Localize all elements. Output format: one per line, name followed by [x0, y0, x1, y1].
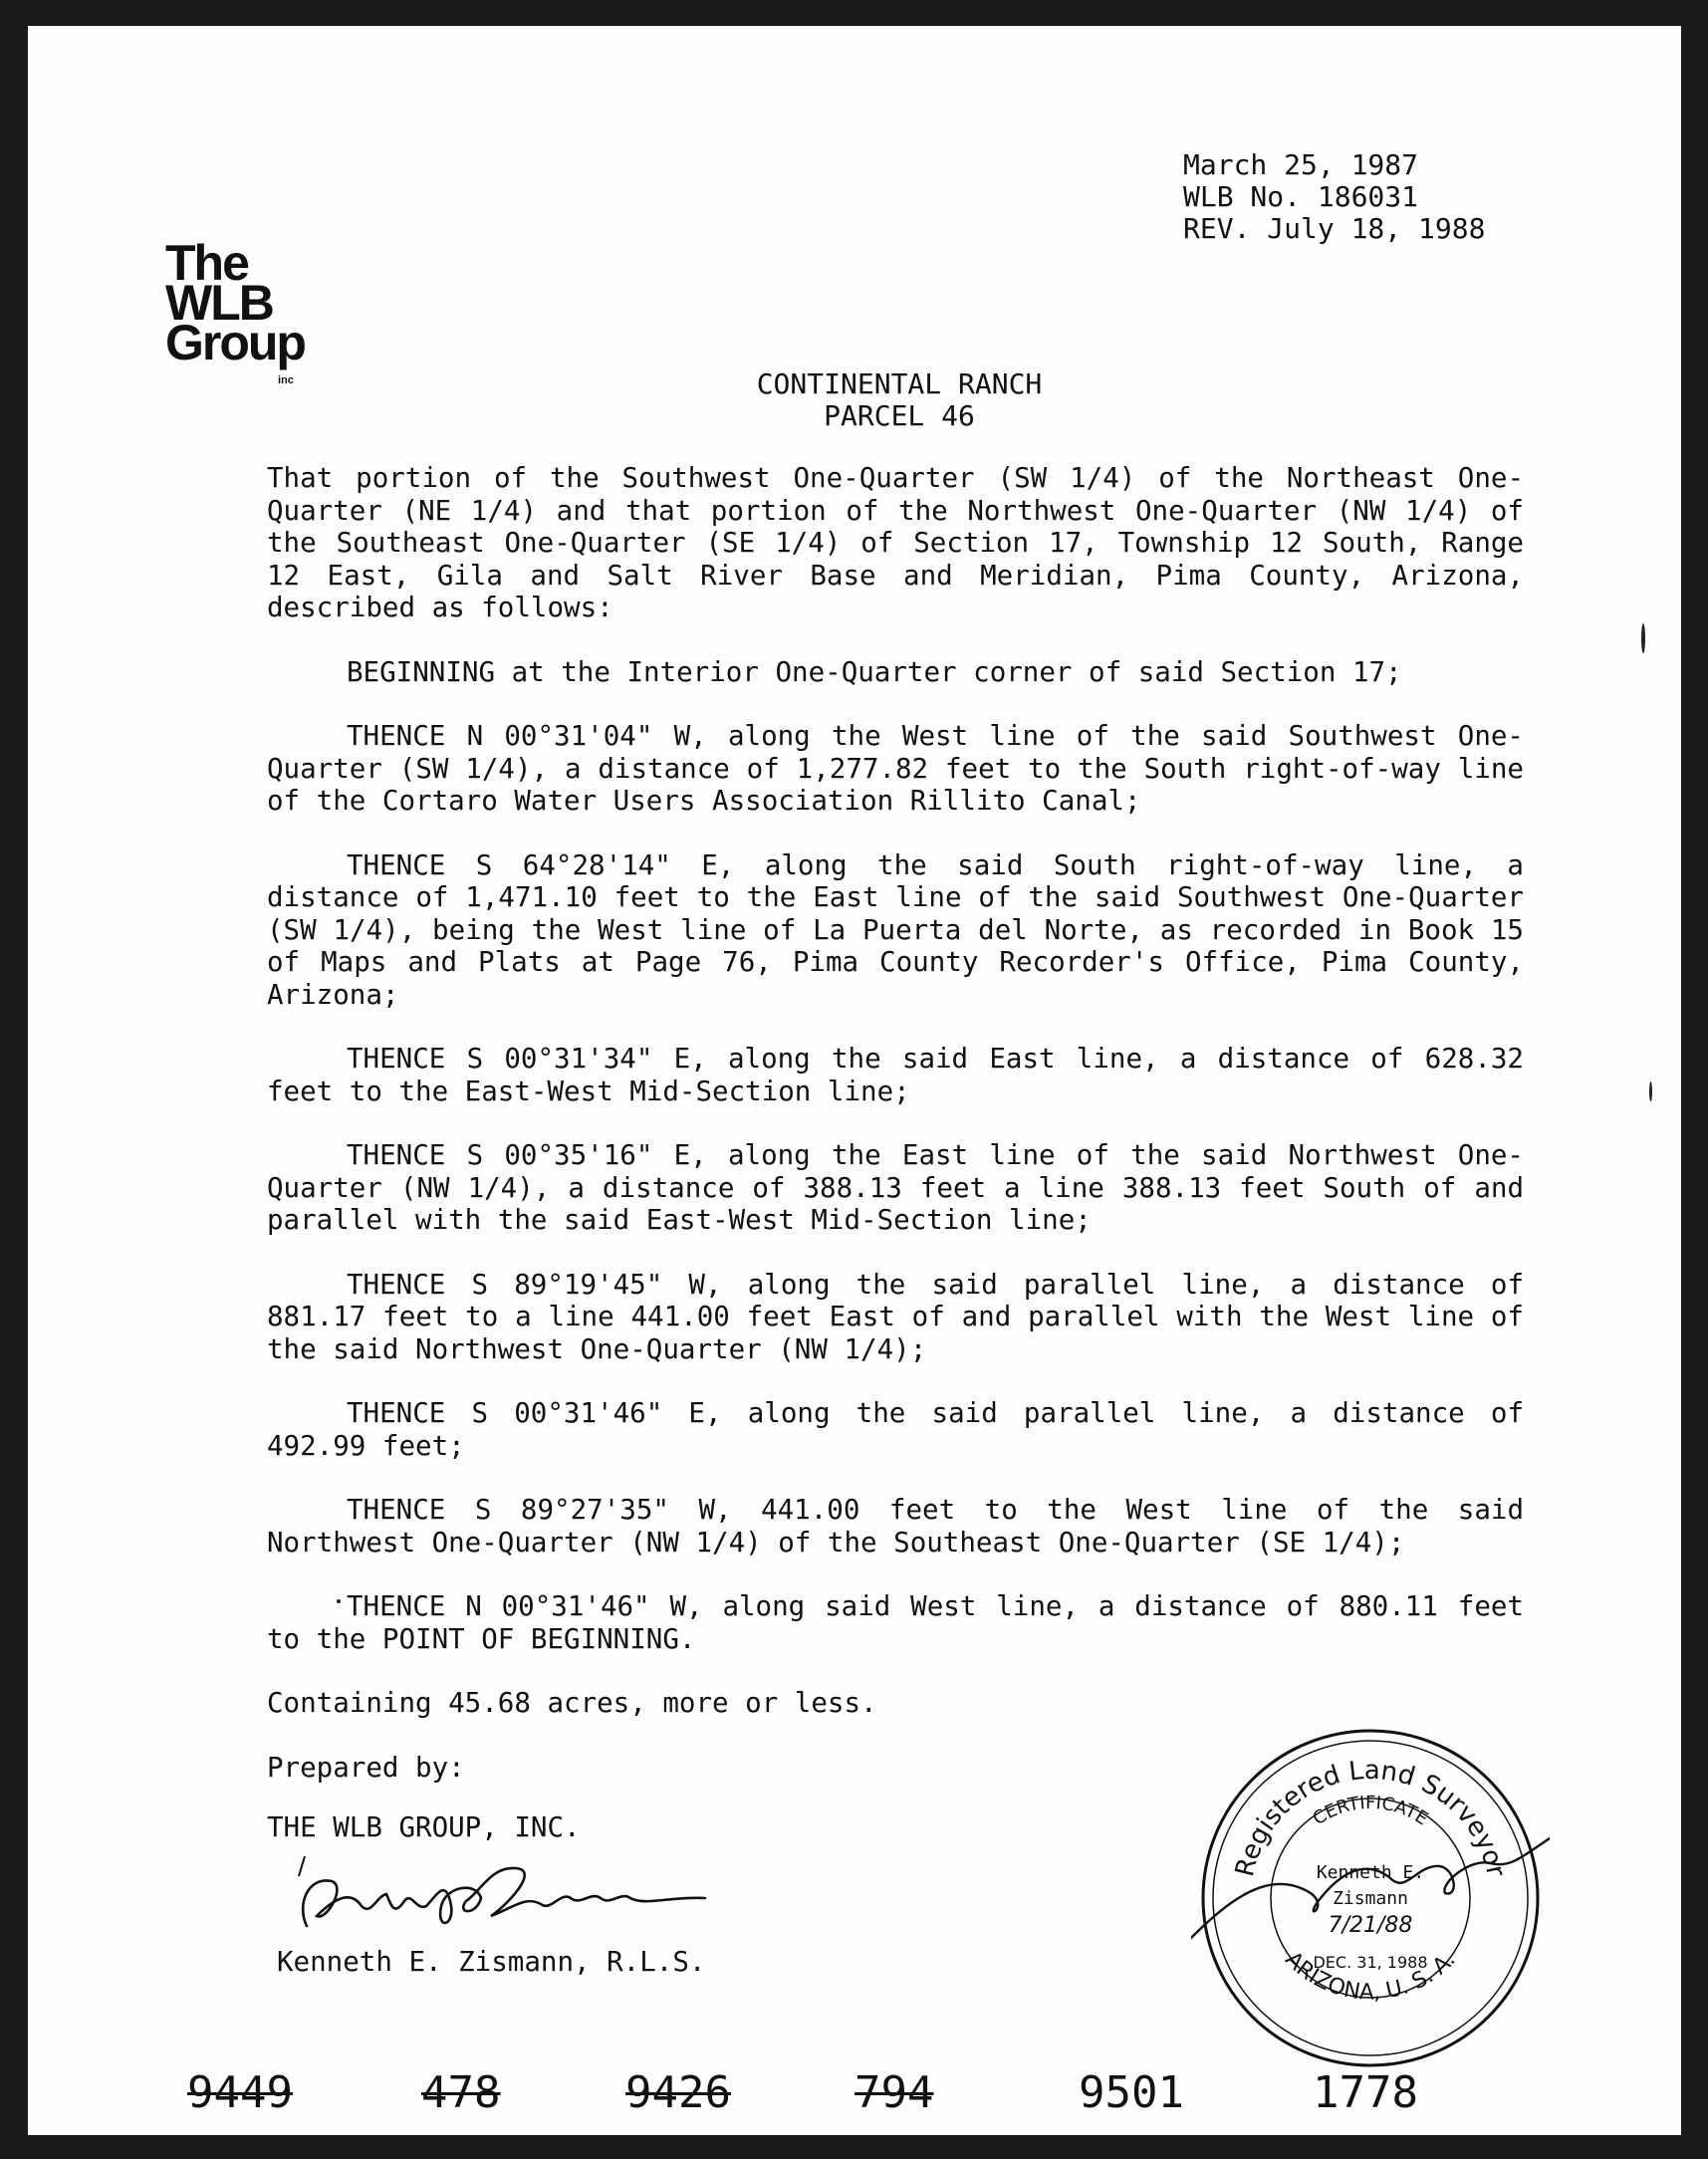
footer-number-struck: 9426 — [625, 2067, 731, 2118]
course-paragraph: THENCE S 89°27'35" W, 441.00 feet to the West line of the said Northwest One-Quarter (NW 1/4) of the Southeast One-Quarter (SE 1/4); — [267, 1494, 1524, 1559]
seal-name-line-2: Zismann — [1333, 1888, 1408, 1909]
seal-certificate-text: CERTIFICATE — [1309, 1792, 1432, 1830]
wlb-number: WLB No. 186031 — [1183, 180, 1419, 213]
scan-speck — [1641, 623, 1645, 653]
surveyor-seal — [1191, 1719, 1550, 2077]
footer-number-struck: 794 — [854, 2067, 934, 2118]
footer-reference-numbers — [28, 2067, 1681, 2135]
handwritten-signature — [277, 1836, 735, 1946]
logo-line-the: The — [165, 235, 248, 291]
company-name: THE WLB GROUP, INC. — [267, 1811, 581, 1843]
course-paragraph: THENCE N 00°31'46" W, along said West line, a distance of 880.11 feet to the POINT OF BEGINNING. — [267, 1590, 1524, 1655]
wlb-group-logo — [165, 235, 305, 386]
seal-date-signed: 7/21/88 — [1328, 1913, 1413, 1938]
course-paragraph: THENCE S 00°35'16" E, along the East line of the said Northwest One-Quarter (NW 1/4), a distance of 388.13 feet a line 388.13 feet South of and parallel with the said East-West Mid-Section line; — [267, 1139, 1524, 1236]
beginning-paragraph: BEGINNING at the Interior One-Quarter corner of said Section 17; — [347, 655, 1402, 688]
containing-paragraph: Containing 45.68 acres, more or less. — [267, 1687, 877, 1719]
footer-number-current: 9501 — [1079, 2067, 1184, 2118]
document-title — [715, 368, 1084, 432]
signer-name: Kenneth E. Zismann, R.L.S. — [277, 1946, 706, 1978]
footer-number-current: 1778 — [1313, 2067, 1418, 2118]
seal-expiration: DEC. 31, 1988 — [1313, 1953, 1428, 1972]
footer-number-struck: 478 — [421, 2067, 501, 2118]
intro-paragraph: That portion of the Southwest One-Quarter (SW 1/4) of the Northeast One-Quarter (NE 1/4) and that portion of the Northwest One-Quarter (NW 1/4) of the Southeast One-Quarter (SE 1/4) of Section 17, Township 12 South, Range 12 East, Gila and Salt River Base and Meridian, Pima County, Arizona, described as follows: — [267, 462, 1524, 623]
title-line-2: PARCEL 46 — [824, 399, 975, 432]
course-paragraph: THENCE S 00°31'46" E, along the said parallel line, a distance of 492.99 feet; — [267, 1397, 1524, 1462]
seal-outer-text: Registered Land Surveyor — [1230, 1755, 1511, 1880]
prepared-by-label: Prepared by: — [267, 1751, 465, 1784]
revision-date: REV. July 18, 1988 — [1183, 212, 1486, 245]
logo-line-group: Group — [165, 315, 305, 370]
footer-number-struck: 9449 — [187, 2067, 293, 2118]
title-line-1: CONTINENTAL RANCH — [756, 367, 1043, 400]
logo-line-wlb: WLB — [165, 275, 273, 331]
document-header — [1183, 149, 1485, 245]
course-paragraph: THENCE S 64°28'14" E, along the said South right-of-way line, a distance of 1,471.10 feet to the East line of the said Southwest One-Quarter (SW 1/4), being the West line of La Puerta del Norte, as recorded in Book 15 of Maps and Plats at Page 76, Pima County Recorder's Office, Pima County, Arizona; — [267, 848, 1524, 1011]
course-paragraph: THENCE N 00°31'04" W, along the West line of the said Southwest One-Quarter (SW 1/4), a distance of 1,277.82 feet to the South right-of-way line of the Cortaro Water Users Association Rillito Canal; — [267, 720, 1524, 817]
course-paragraph: THENCE S 89°19'45" W, along the said parallel line, a distance of 881.17 feet to a line 441.00 feet East of and parallel with the West line of the said Northwest One-Quarter (NW 1/4); — [267, 1268, 1524, 1365]
document-page — [28, 26, 1681, 2135]
document-date: March 25, 1987 — [1183, 148, 1419, 181]
course-paragraph: THENCE S 00°31'34" E, along the said East line, a distance of 628.32 feet to the East-West Mid-Section line; — [267, 1043, 1524, 1107]
seal-state-text: ARIZONA, U. S. A. — [1280, 1947, 1461, 2006]
logo-inc: inc — [278, 374, 294, 386]
seal-name-line-1: Kenneth E. — [1316, 1862, 1425, 1883]
signature-block — [277, 1836, 775, 1976]
legal-description — [267, 462, 1524, 1872]
scan-speck — [1649, 1081, 1652, 1101]
